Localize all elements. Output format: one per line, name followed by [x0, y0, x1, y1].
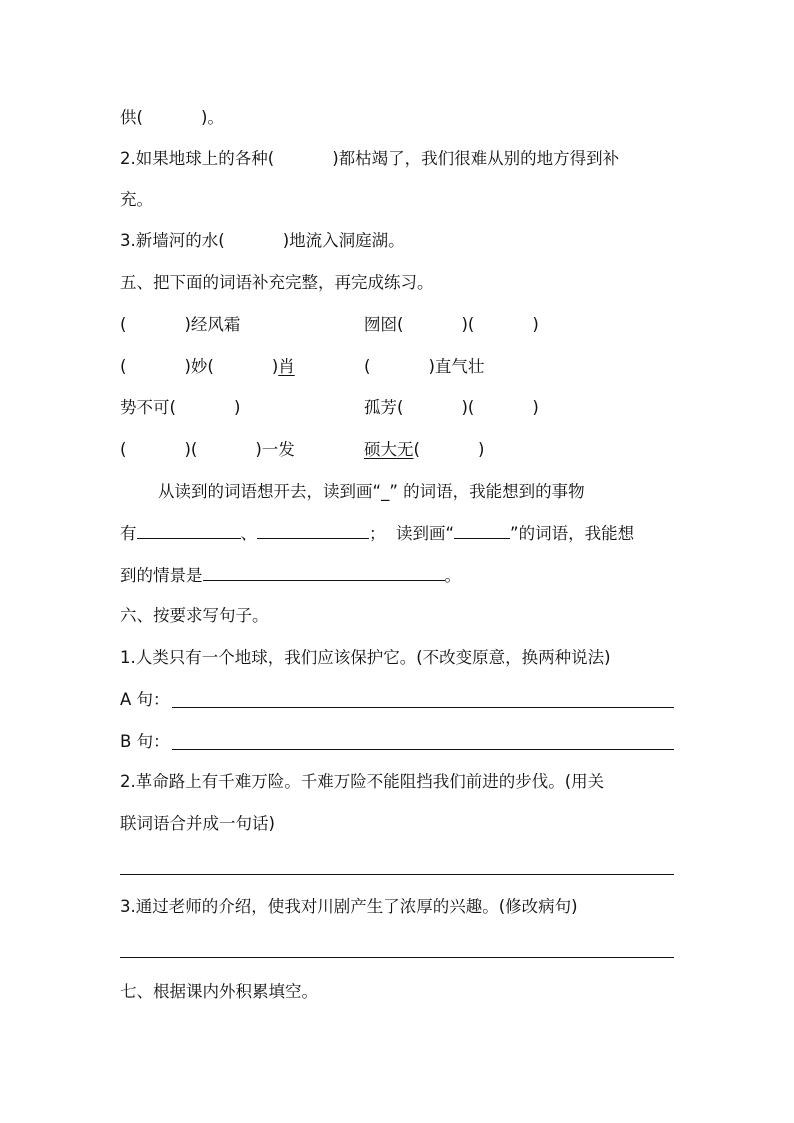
idiom-r2-right: ( )直气壮	[364, 357, 485, 376]
answer-underline[interactable]	[257, 522, 369, 539]
q4-line1: 供( )。	[120, 108, 224, 127]
s6-question2-cont: 联词语合并成一句话)	[120, 814, 275, 833]
section7-title: 七、根据课内外积累填空。	[120, 982, 318, 1001]
answer-a-label: A 句：	[120, 690, 170, 709]
section5-title: 五、把下面的词语补充完整，再完成练习。	[120, 273, 434, 292]
answer-underline[interactable]	[203, 564, 445, 581]
q4-item2: 2.如果地球上的各种( )都枯竭了，我们很难从别的地方得到补	[120, 149, 620, 168]
s6-question3: 3.通过老师的介绍，使我对川剧产生了浓厚的兴趣。(修改病句)	[120, 897, 578, 916]
idiom-r1-right: 囫囵( )( )	[364, 315, 539, 334]
idiom-r4-right: 硕大无( )	[364, 440, 485, 459]
answer-underline[interactable]	[137, 522, 241, 539]
q4-item3: 3.新墙河的水( )地流入洞庭湖。	[120, 231, 405, 250]
answer-b-line[interactable]	[172, 749, 674, 750]
idiom-r3-right: 孤芳( )( )	[364, 398, 539, 417]
section5-paragraph-line3: 到的情景是 。	[120, 566, 461, 585]
idiom-r3-left: 势不可( )	[120, 398, 241, 417]
q4-item2-cont: 充。	[120, 190, 153, 209]
section5-paragraph-line2: 有 、 ； 读到画“ ”的词语，我能想	[120, 524, 635, 543]
s6-question2: 2.革命路上有千难万险。千难万险不能阻挡我们前进的步伐。(用关	[120, 772, 605, 791]
idiom-r1-left: ( )经风霜	[120, 315, 241, 334]
answer-b-label: B 句：	[120, 732, 170, 751]
idiom-r2-left: ( )妙( )肖	[120, 357, 295, 376]
s6-question1: 1.人类只有一个地球，我们应该保护它。(不改变原意，换两种说法)	[120, 648, 611, 667]
answer-a-line[interactable]	[172, 707, 674, 708]
section5-paragraph-line1: 从读到的词语想开去，读到画“_” 的词语，我能想到的事物	[158, 482, 585, 501]
idiom-r4-left: ( )( )一发	[120, 440, 295, 459]
answer-q3-line[interactable]	[120, 957, 674, 958]
answer-q2-line[interactable]	[120, 874, 674, 875]
answer-underline[interactable]	[454, 522, 510, 539]
section6-title: 六、按要求写句子。	[120, 606, 269, 625]
